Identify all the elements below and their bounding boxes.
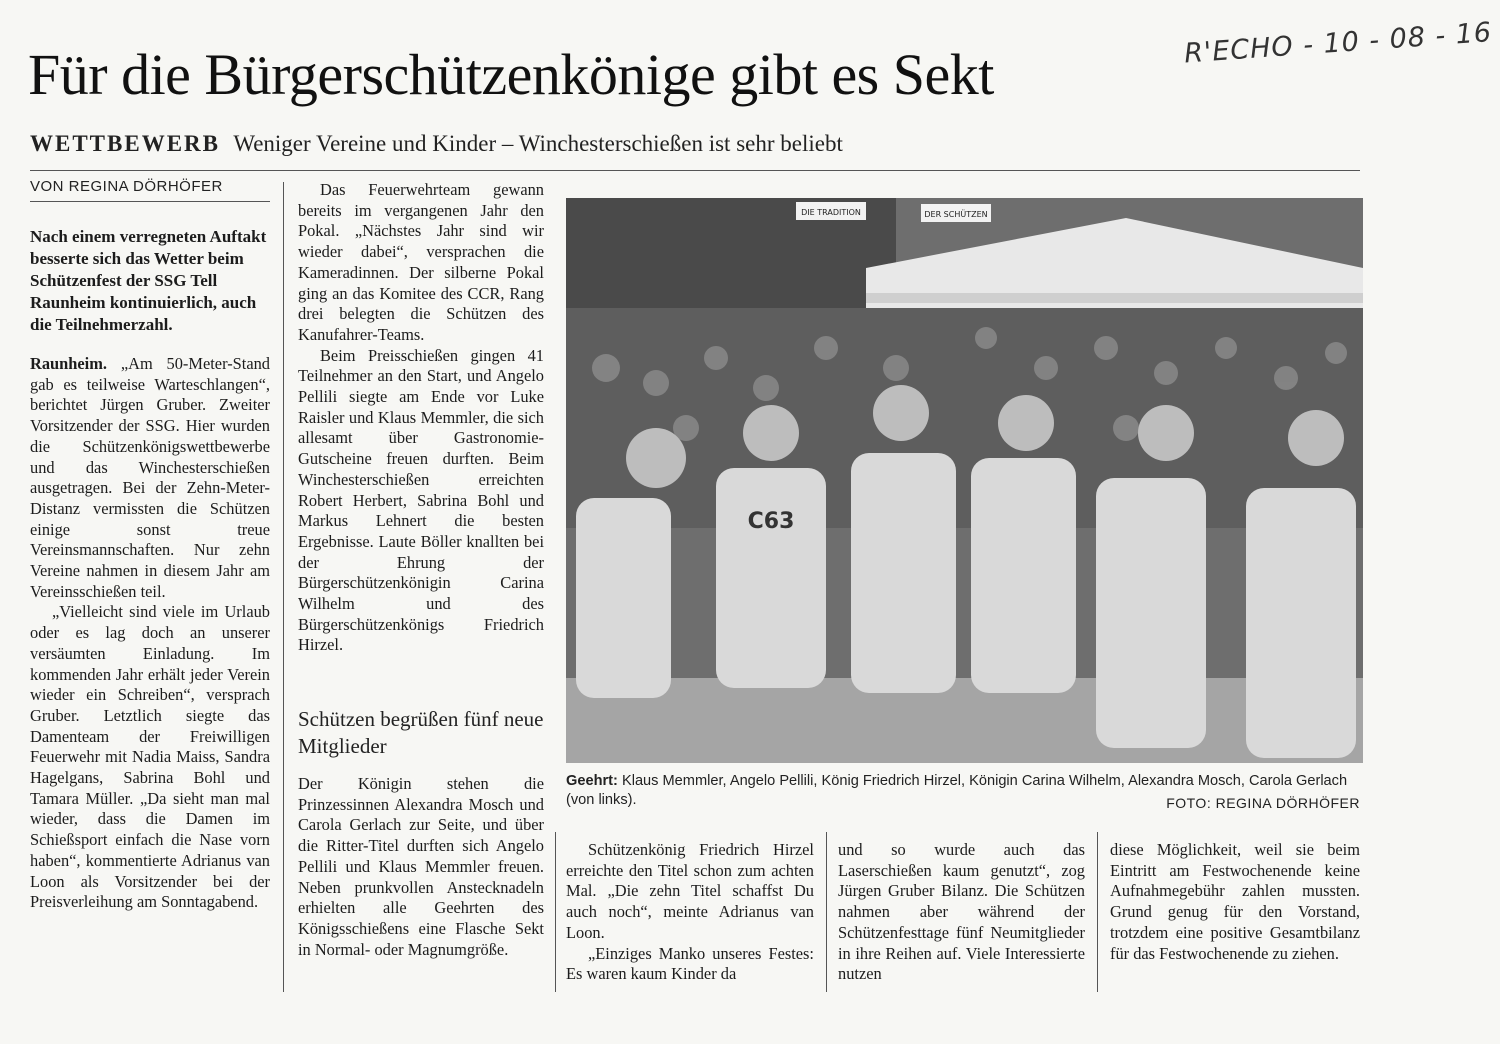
group-photo xyxy=(566,198,1363,763)
subheadline xyxy=(30,128,1130,160)
handwritten-date-note: R'ECHO - 10 - 08 - 16 xyxy=(1183,17,1494,70)
photo-shirt-text: C63 xyxy=(747,509,795,534)
column-divider xyxy=(283,182,284,992)
column-2 xyxy=(298,180,544,656)
column-divider-4 xyxy=(826,832,827,992)
caption-label: Geehrt: xyxy=(566,773,618,789)
col3-paragraph-2: „Einziges Manko unseres Festes: Es waren kaum Kinder da xyxy=(566,943,814,984)
column-1 xyxy=(30,226,270,913)
lead-paragraph: Nach einem verregneten Auftakt besserte sich das Wetter beim Schützenfest der SSG Tell Raunheim kontinuierlich, auch die Teilnehmerzahl. xyxy=(30,227,267,334)
col1-paragraph-1-text: „Am 50-Meter-Stand gab es teilweise Warteschlangen“, berichtet Jürgen Gruber. Zweiter Vorsitzender der SSG. Hier wurden die Schützenkönigswettbewerbe und das Winchesterschießen ausgetragen. Bei der Zehn-Meter-Distanz vermissten die Schützen einige sonst treue Vereinsmannschaften. Nur zehn Vereine nahmen in diesem Jahr am Vereinsschießen teil. xyxy=(30,354,270,601)
top-rule xyxy=(30,170,1360,171)
col3-paragraph-1: Schützenkönig Friedrich Hirzel erreichte den Titel schon zum achten Mal. „Die zehn Titel schaffst Du auch noch“, meinte Adrianus van Loon. xyxy=(566,840,814,942)
photo-credit: FOTO: REGINA DÖRHÖFER xyxy=(1166,795,1360,811)
col5-paragraph-1: diese Möglichkeit, weil sie beim Eintritt am Festwochenende keine Aufnahmegebühr zahlen mussten. Grund genug für den Vorstand, trotzdem eine positive Gesamtbilanz für das Festwochenende zu ziehen. xyxy=(1110,840,1360,963)
col2-paragraph-1: Das Feuerwehrteam gewann bereits im vergangenen Jahr den Pokal. „Nächstes Jahr sind wir wieder dabei“, versprachen die Kameradinnen. Der silberne Pokal ging an das Komitee des CCR, Rang drei belegten die Schützen des Kanufahrer-Teams. xyxy=(298,180,544,344)
subheadline-kicker: WETTBEWERB xyxy=(30,131,220,156)
photo-sign-left: DIE TRADITION xyxy=(801,208,861,217)
col2-paragraph-2: Beim Preisschießen gingen 41 Teilnehmer an den Start, und Angelo Pellili siegte am Ende vor Luke Raisler und Klaus Memmler, die sich allesamt über Gastronomie-Gutscheine freuen durften. Beim Winchesterschießen erreichten Robert Herbert, Sabrina Bohl und Markus Lehnert die besten Ergebnisse. Laute Böller knallten bei der Ehrung der Bürgerschützenkönigin Carina Wilhelm und des Bürgerschützenkönigs Friedrich Hirzel. xyxy=(298,345,544,655)
photo-illustration xyxy=(566,198,1363,763)
col4-paragraph-1: und so wurde auch das Laserschießen kaum genutzt“, zog Jürgen Gruber Bilanz. Die Schützen nahmen aber während der Schützenfesttage fünf Neumitglieder in ihre Reihen auf. Viele Interessierte nutzen xyxy=(838,840,1085,984)
headline: Für die Bürgerschützenkönige gibt es Sekt xyxy=(28,42,994,107)
photo-sign-right: DER SCHÜTZEN xyxy=(924,210,988,219)
byline-rule xyxy=(30,201,270,202)
column-divider-3 xyxy=(555,832,556,992)
subheadline-text: Weniger Vereine und Kinder – Winchesterschießen ist sehr beliebt xyxy=(233,131,843,156)
col1-paragraph-1 xyxy=(30,354,270,602)
column-divider-5 xyxy=(1097,832,1098,992)
byline: VON REGINA DÖRHÖFER xyxy=(30,178,223,195)
column-2-lower xyxy=(298,774,544,960)
caption-text: Klaus Memmler, Angelo Pellili, König Friedrich Hirzel, Königin Carina Wilhelm, Alexandra Mosch, Carola Gerlach (von links). xyxy=(566,773,1348,808)
col2-paragraph-3: Der Königin stehen die Prinzessinnen Alexandra Mosch und Carola Gerlach zur Seite, und über die Ritter-Titel durften sich Angelo Pellili und Klaus Memmler freuen. Neben prunkvollen Anstecknadeln erhielten alle Geehrten des Königsschießens eine Flasche Sekt in Normal- oder Magnumgröße. xyxy=(298,774,544,959)
column-3 xyxy=(566,840,814,985)
column-4 xyxy=(838,840,1085,985)
section-subheading: Schützen begrüßen fünf neue Mitglieder xyxy=(298,707,544,758)
dateline: Raunheim. xyxy=(30,354,107,373)
column-5 xyxy=(1110,840,1360,964)
col1-paragraph-2: „Vielleicht sind viele im Urlaub oder es lag doch an unserer versäumten Einladung. Im kommenden Jahr erhält jeder Verein wieder ein Schreiben“, versprach Gruber. Letztlich siegte das Damenteam der Freiwilligen Feuerwehr mit Nadia Maiss, Sandra Hagelgans, Sabrina Bohl und Tamara Müller. „Da sieht man mal wieder, dass die Damen im Schießsport einfach die Nase vorn haben“, kommentierte Adrianus van Loon als Vorsitzender bei der Preisverleihung am Sonntagabend. xyxy=(30,602,270,912)
